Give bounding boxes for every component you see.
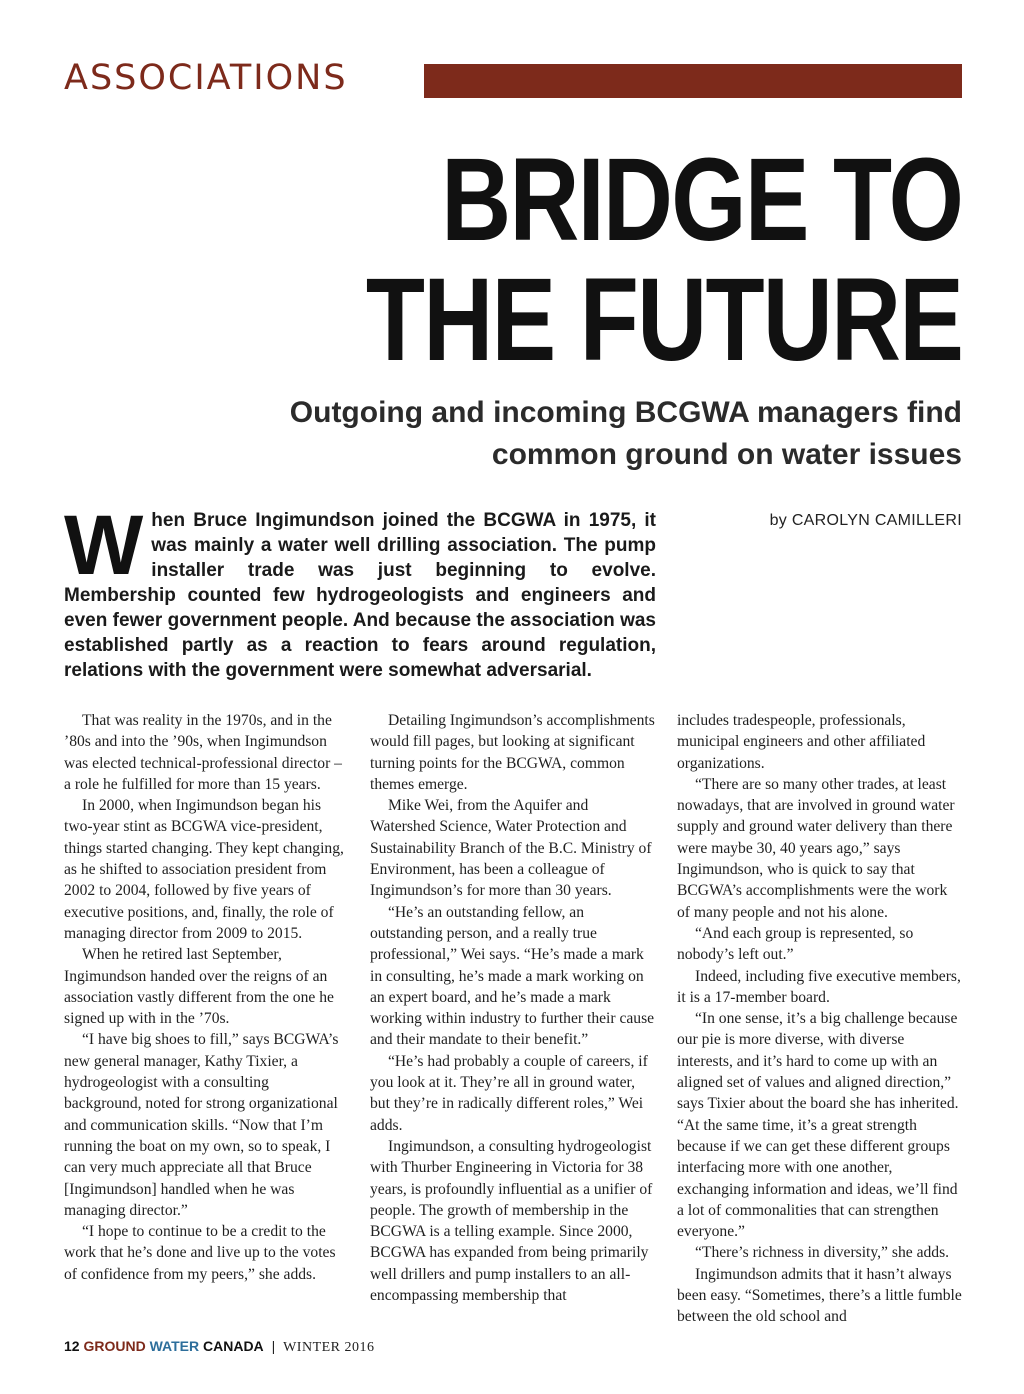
drop-cap: W [64,498,144,592]
subhead-line-2: common ground on water issues [491,438,962,471]
paragraph: Mike Wei, from the Aquifer and Watershed Science, Water Protection and Sustainability Branch of the B.C. Ministry of Environment, has been a colleague of Ingimundson’s for more than 30 years. [370,797,652,900]
byline: by CAROLYN CAMILLERI [769,512,962,529]
publication-name-part-2: WATER [149,1338,200,1354]
headline-line-2: THE FUTURE [365,254,962,386]
paragraph: “He’s an outstanding fellow, an outstanding person, and a really true professional,” Wei says. “He’s made a mark in consulting, he’s made a mark working on an expert board, and he’s made a mark working within industry to further their cause and their mandate to their benefit.” [370,903,655,1049]
publication-name-part-1: GROUND [83,1338,146,1354]
page-number: 12 [64,1338,80,1354]
article-subhead [182,392,962,476]
subhead-line-1: Outgoing and incoming BCGWA managers find [289,396,962,429]
paragraph: Detailing Ingimundson’s accomplishments would fill pages, but looking at significant turning points for the BCGWA, common themes emerge. [370,712,655,793]
section-header [64,58,962,98]
section-label: ASSOCIATIONS [64,58,348,98]
publication-name-part-3: CANADA [203,1338,264,1354]
paragraph: Ingimundson, a consulting hydrogeologist with Thurber Engineering in Victoria for 38 years, is profoundly influential as a unifier of people. The growth of membership in the BCGWA is a telling example. Since 2000, BCGWA has expanded from being primarily well drillers and pump installers to an all-encompassing membership that [370,1137,653,1305]
lede-text: hen Bruce Ingimundson joined the BCGWA in 1975, it was mainly a water well drilling association. The pump installer trade was just beginning to evolve. Membership counted few hydrogeologists and engineers and even fewer government people. And because the association was established partly as a reaction to fears around regulation, relations with the government were somewhat adversarial. [64,510,656,681]
paragraph: “There are so many other trades, at least nowadays, that are involved in ground water supply and ground water delivery than there were maybe 30, 40 years ago,” says Ingimundson, who is quick to say that BCGWA’s accomplishments were the work of many people and not his alone. [677,775,955,921]
body-columns [64,710,962,1330]
paragraph: Indeed, including five executive members, it is a 17-member board. [677,967,961,1006]
paragraph: “There’s richness in diversity,” she adds. [695,1244,950,1262]
section-rule-bar [424,64,962,98]
paragraph: Ingimundson admits that it hasn’t always been easy. “Sometimes, there’s a little fumble between the old school and [677,1265,962,1326]
body-column-2 [370,710,656,1306]
paragraph: When he retired last September, Ingimundson handed over the reigns of an association vastly different from the one he signed up with in the ’70s. [64,946,334,1028]
article-headline [365,134,962,386]
footer-separator: | [271,1338,276,1354]
paragraph: “He’s had probably a couple of careers, if you look at it. They’re all in ground water, but they’re in radically different roles,” Wei adds. [370,1052,648,1134]
paragraph: In 2000, when Ingimundson began his two-year stint as BCGWA vice-president, things started changing. They kept changing, as he shifted to association president from 2002 to 2004, followed by five years of executive positions, and, finally, the role of managing director from 2009 to 2015. [64,797,344,942]
paragraph: “In one sense, it’s a big challenge because our pie is more diverse, with diverse interests, and it’s hard to come up with an aligned set of values and aligned direction,” says Tixier about the board she has inherited. “At the same time, it’s a great strength because if we can get these different groups interfacing more with one another, exchanging information and ideas, we’ll find a lot of commonalities that can strengthen everyone.” [677,1010,959,1241]
body-column-1 [64,710,350,1285]
paragraph: includes tradespeople, professionals, municipal engineers and other affiliated organizations. [677,712,926,772]
headline-line-1: BRIDGE TO [440,134,962,266]
issue-date: WINTER 2016 [283,1340,375,1355]
paragraph: “I have big shoes to fill,” says BCGWA’s new general manager, Kathy Tixier, a hydrogeologist with a consulting background, noted for strong organizational and communication skills. “Now that I’m running the boat on my own, so to speak, I can very much appreciate all that Bruce [Ingimundson] handled when he was managing director.” [64,1031,339,1219]
paragraph: “And each group is represented, so nobody’s left out.” [677,924,914,964]
page-footer [64,1338,375,1356]
body-column-3 [677,710,963,1328]
paragraph: That was reality in the 1970s, and in the ’80s and into the ’90s, when Ingimundson was elected technical-professional director – a role he fulfilled for more than 15 years. [64,712,342,793]
paragraph: “I hope to continue to be a credit to the work that he’s done and live up to the votes of confidence from my peers,” she adds. [64,1223,336,1283]
lede-paragraph [64,498,656,683]
